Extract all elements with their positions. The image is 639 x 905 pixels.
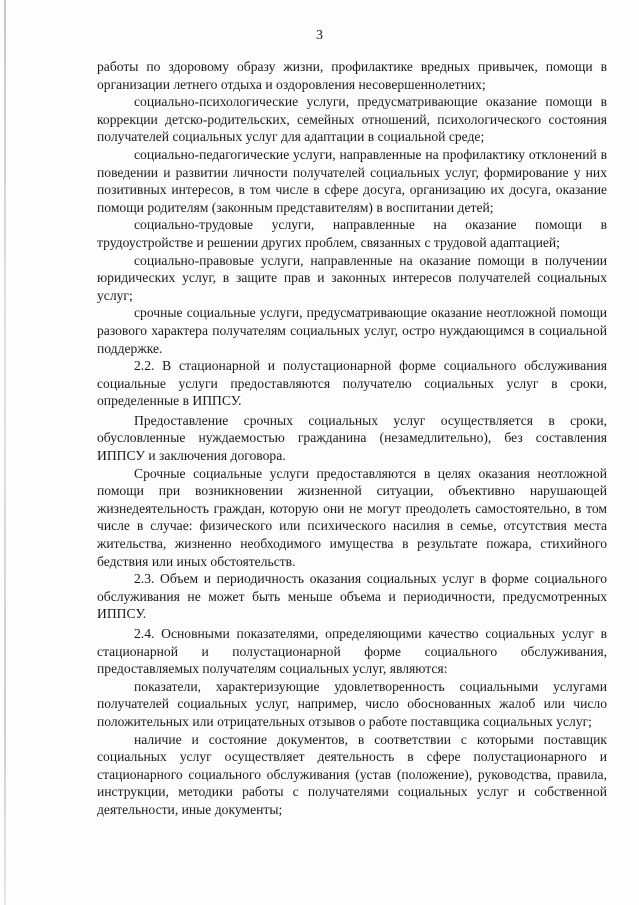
paragraph-11: 2.4. Основными показателями, определяющими качество социальных услуг в стационарной и полустационарной форме социального обслуживания, предоставляемых получателям социальных услуг, являются: [97, 626, 607, 677]
paragraph-7: 2.2. В стационарной и полустационарной форме социального обслуживания социальные услуги предоставляются получателю социальных услуг в сроки, определенные в ИППСУ. [97, 358, 607, 409]
paragraph-4: социально-трудовые услуги, направленные на оказание помощи в трудоустройстве и решении других проблем, связанных с трудовой адаптацией; [97, 217, 607, 250]
paragraph-9: Срочные социальные услуги предоставляются в целях оказания неотложной помощи при возникновении жизненной ситуации, объективно нарушающей жизнедеятельность граждан, которую они не могут преодолеть самостоятельно, в том числе в случае: физического или психического насилия в семье, отсутствия места жительства, жизненно необходимого имущества в результате пожара, стихийного бедствия или иных обстоятельств. [97, 465, 607, 569]
paragraph-2: социально-психологические услуги, предусматривающие оказание помощи в коррекции детско-родительских, семейных отношений, психологического состояния получателей социальных услуг для адаптации в социальной среде; [97, 94, 607, 145]
paragraph-10: 2.3. Объем и периодичность оказания социальных услуг в форме социального обслуживания не может быть меньше объема и периодичности, предусмотренных ИППСУ. [97, 571, 607, 622]
body-text [97, 58, 607, 819]
page-number: 3 [316, 28, 323, 43]
paragraph-13: наличие и состояние документов, в соответствии с которыми поставщик социальных услуг осуществляет деятельность в сфере полустационарного и стационарного социального обслуживания (устав (положение), руководства, правила, инструкции, методики работы с получателями социальных услуг и собственной деятельности, иные документы; [97, 731, 607, 817]
paragraph-8: Предоставление срочных социальных услуг осуществляется в сроки, обусловленные нуждаемостью гражданина (незамедлительно), без составления ИППСУ и заключения договора. [97, 412, 607, 464]
paragraph-3: социально-педагогические услуги, направленные на профилактику отклонений в поведении и развитии личности получателей социальных услуг, формирование у них позитивных интересов, в том числе в сфере досуга, организацию их досуга, оказание помощи родителям (законным представителям) в воспитании детей; [97, 146, 607, 215]
scan-edge [4, 0, 6, 905]
paragraph-1: работы по здоровому образу жизни, профилактике вредных привычек, помощи в организации летнего отдыха и оздоровления несовершеннолетних; [97, 59, 607, 92]
paragraph-6: срочные социальные услуги, предусматривающие оказание неотложной помощи разового характера получателям социальных услуг, остро нуждающимся в социальной поддержке. [97, 305, 607, 356]
paragraph-5: социально-правовые услуги, направленные на оказание помощи в получении юридических услуг, в защите прав и законных интересов получателей социальных услуг; [97, 252, 607, 303]
paragraph-12: показатели, характеризующие удовлетворенность социальными услугами получателей социальных услуг, например, число обоснованных жалоб или число положительных или отрицательных отзывов о работе поставщика социальных услуг; [97, 678, 607, 729]
